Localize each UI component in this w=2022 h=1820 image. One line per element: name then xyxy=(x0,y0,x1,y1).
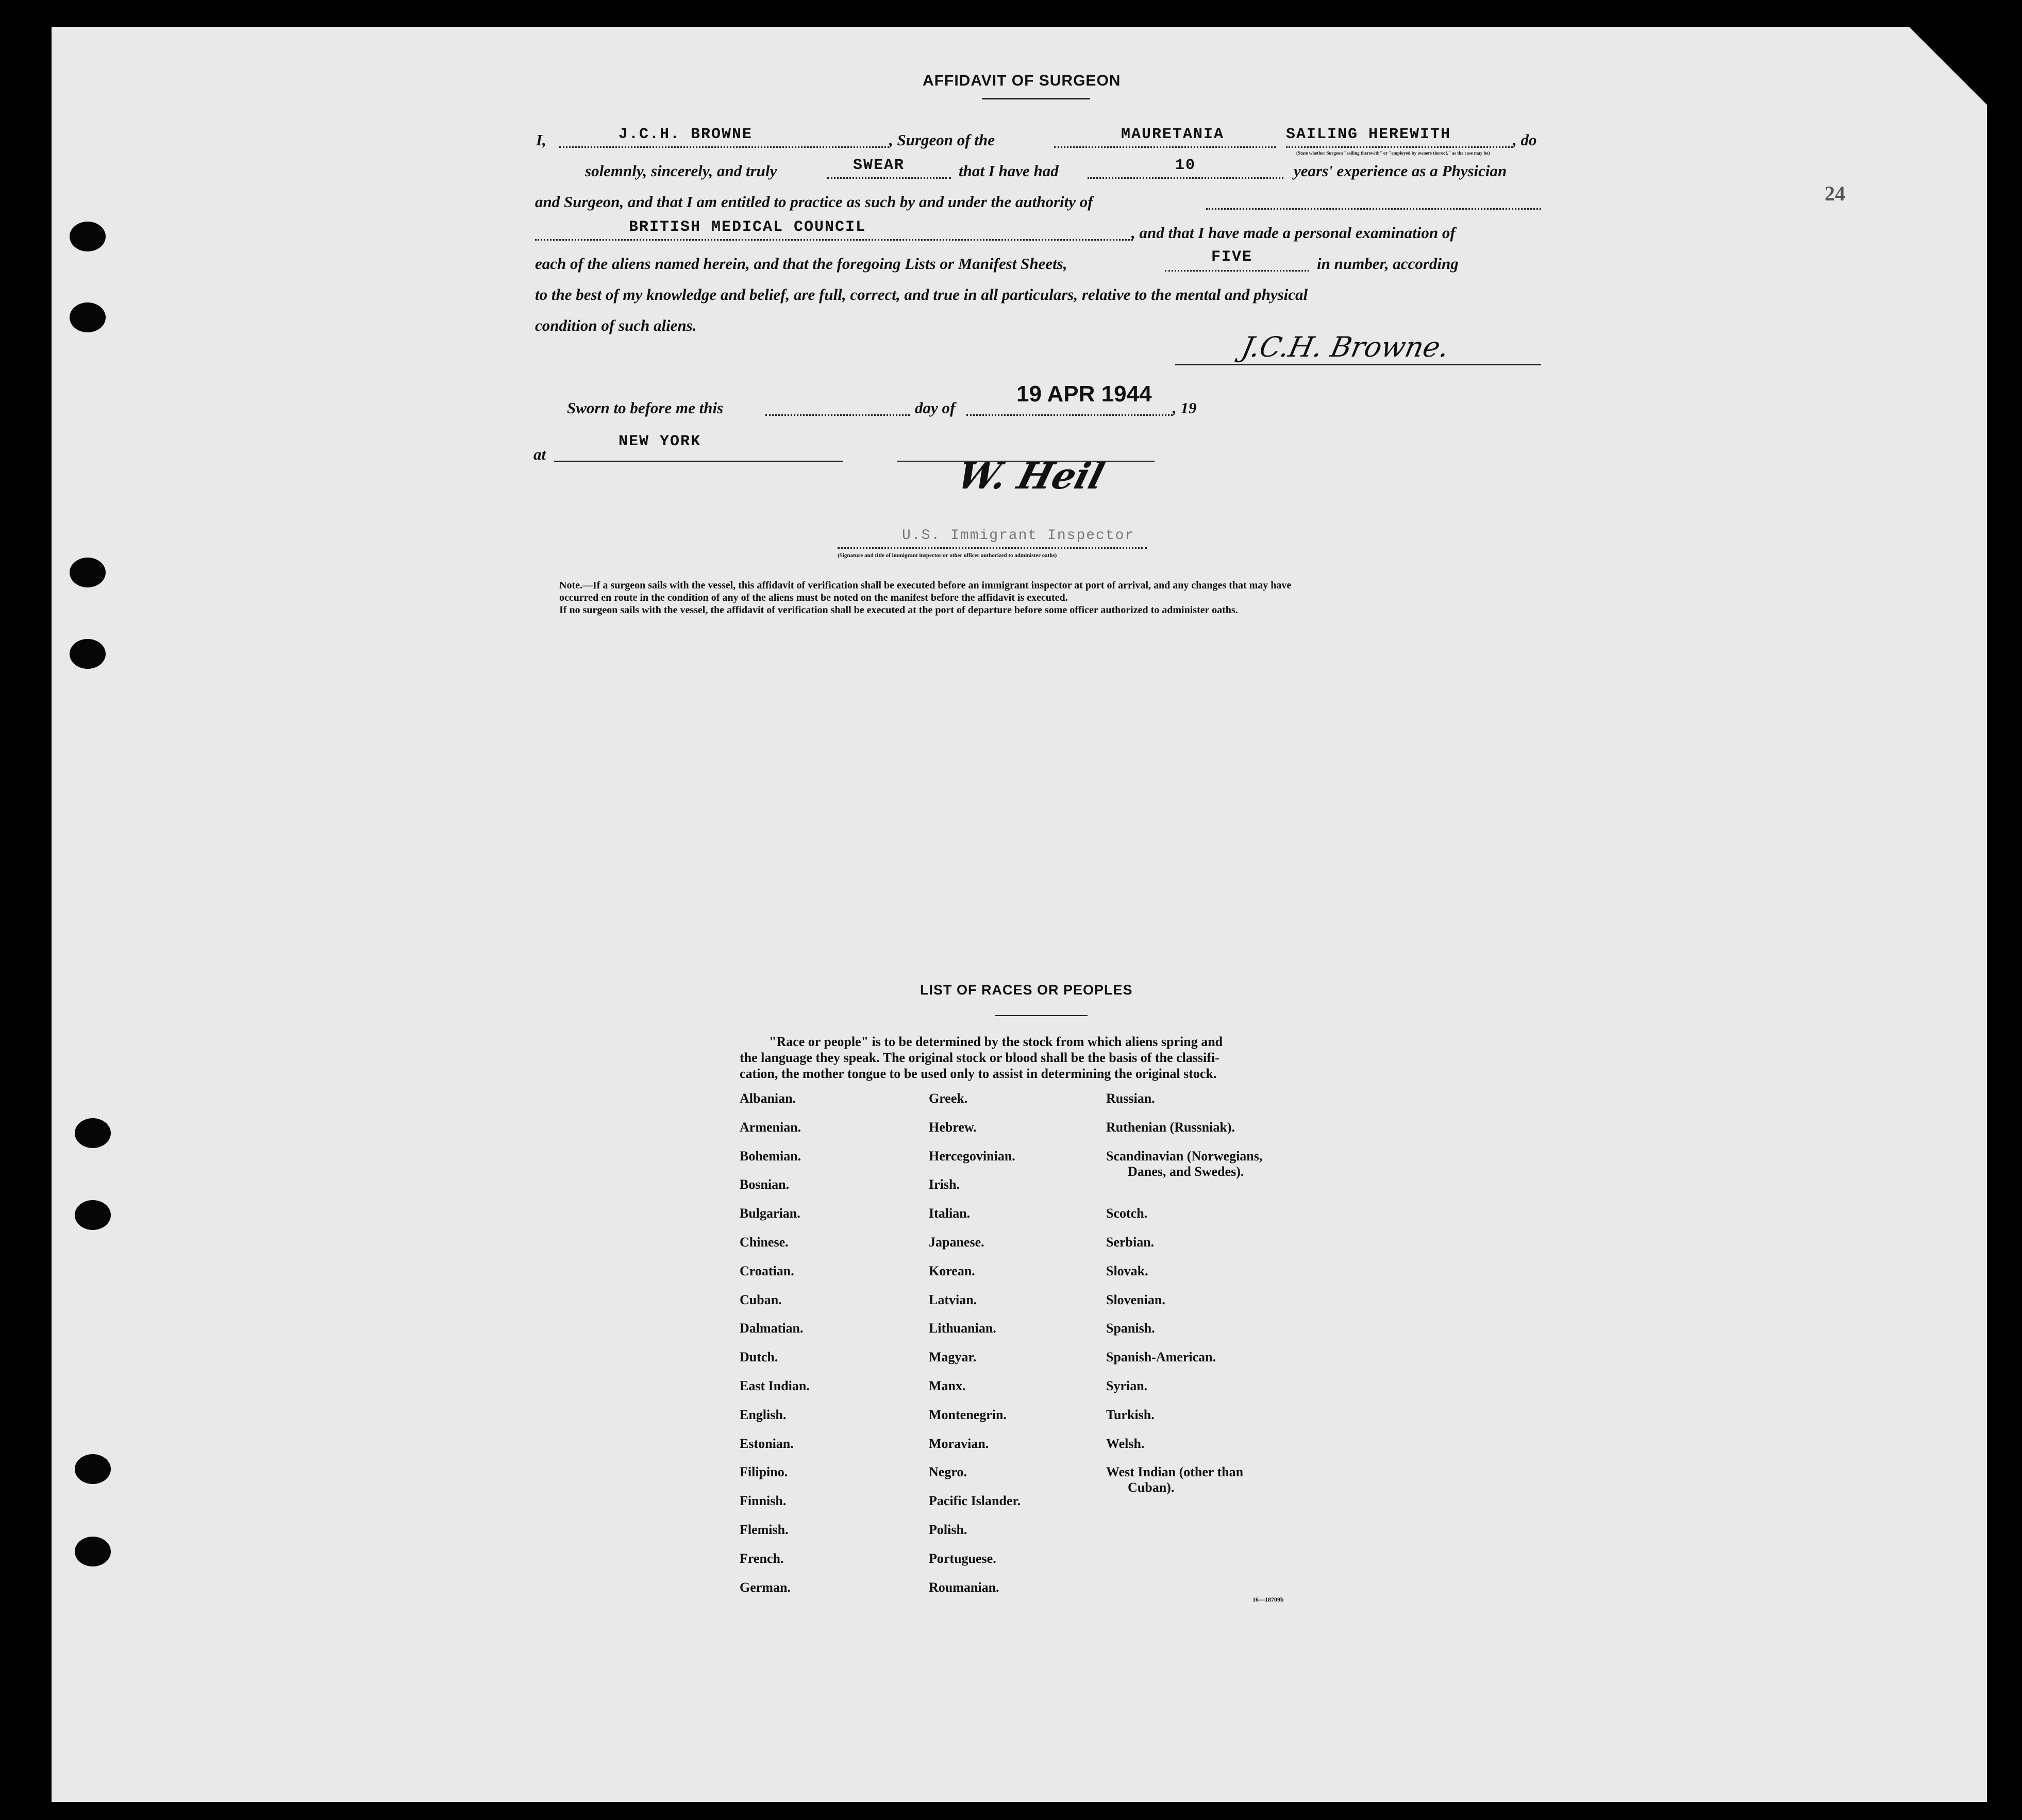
punch-hole xyxy=(70,222,106,251)
race-item: Cuban. xyxy=(740,1292,782,1307)
race-item: Scotch. xyxy=(1106,1206,1148,1221)
race-item: Syrian. xyxy=(1106,1378,1148,1393)
race-item: Portuguese. xyxy=(929,1551,996,1566)
race-item: Magyar. xyxy=(929,1350,977,1365)
race-item: Roumanian. xyxy=(929,1579,999,1595)
sworn-mid: day of xyxy=(915,399,956,417)
authority-line-a xyxy=(1206,208,1541,210)
status-line xyxy=(1286,146,1513,148)
race-item: Albanian. xyxy=(740,1091,796,1106)
at-place-value: NEW YORK xyxy=(619,433,701,450)
races-title-underline xyxy=(995,1015,1088,1016)
inspector-caption: (Signature and title of immigrant inspector or other officer authorized to administer oaths) xyxy=(838,552,1057,559)
inspector-signature-stroke xyxy=(897,461,1155,462)
race-item: Irish. xyxy=(929,1177,960,1192)
affidavit-line7: condition of such aliens. xyxy=(535,316,697,334)
race-item: Hercegovinian. xyxy=(929,1148,1015,1164)
race-item: Pacific Islander. xyxy=(929,1493,1021,1509)
race-item: Finnish. xyxy=(740,1493,787,1509)
race-item: Filipino. xyxy=(740,1464,788,1480)
race-item: Spanish-American. xyxy=(1106,1350,1216,1365)
affidavit-line6: to the best of my knowledge and belief, are full, correct, and true in all particulars, relative to the mental and physical xyxy=(535,285,1308,304)
race-item: Turkish. xyxy=(1106,1407,1155,1422)
race-item: Scandinavian (Norwegians, xyxy=(1106,1148,1263,1164)
surgeon-name-value: J.C.H. BROWNE xyxy=(619,126,753,143)
inspector-title-line xyxy=(838,547,1147,549)
authority-line-b xyxy=(535,239,1133,241)
affidavit-line2-mid: that I have had xyxy=(959,162,1059,180)
race-item: Japanese. xyxy=(929,1235,984,1250)
sheet-count-line xyxy=(1165,270,1309,272)
race-item: Italian. xyxy=(929,1206,971,1221)
affidavit-line5-start: each of the aliens named herein, and that the foregoing Lists or Manifest Sheets, xyxy=(535,255,1067,273)
vessel-line xyxy=(1054,146,1276,148)
note-line-2: occurred en route in the condition of any of the aliens must be noted on the manifest before the affidavit is executed. xyxy=(559,592,1068,603)
race-item: Negro. xyxy=(929,1464,967,1480)
race-item: Armenian. xyxy=(740,1119,801,1135)
surgeon-signature-line xyxy=(1175,364,1541,365)
race-item: Hebrew. xyxy=(929,1119,977,1135)
race-item: Moravian. xyxy=(929,1436,989,1451)
sworn-day-line xyxy=(765,414,910,416)
note-line-1: Note.—If a surgeon sails with the vessel, this affidavit of verification shall be executed before an immigrant inspector at port of arrival, and any changes that may have xyxy=(559,580,1292,591)
affidavit-line1-start: I, xyxy=(536,131,546,149)
races-intro-3: cation, the mother tongue to be used only to assist in determining the original stock. xyxy=(740,1066,1217,1081)
race-item: Slovenian. xyxy=(1106,1292,1165,1307)
race-item: Latvian. xyxy=(929,1292,977,1307)
race-item: Croatian. xyxy=(740,1263,794,1278)
affidavit-line2-end: years' experience as a Physician xyxy=(1294,162,1507,180)
race-item: Estonian. xyxy=(740,1436,794,1451)
sworn-start: Sworn to before me this xyxy=(567,399,724,417)
punch-hole xyxy=(75,1454,111,1484)
sworn-end: , 19 xyxy=(1173,399,1197,417)
race-item-continuation: Danes, and Swedes). xyxy=(1128,1164,1244,1179)
punch-hole xyxy=(70,558,106,587)
race-item: Russian. xyxy=(1106,1091,1155,1106)
sheet-count-value: FIVE xyxy=(1211,248,1253,266)
punch-hole xyxy=(75,1118,111,1148)
punch-hole xyxy=(70,639,106,669)
affidavit-line1-end: , do xyxy=(1513,131,1537,149)
authority-value: BRITISH MEDICAL COUNCIL xyxy=(629,218,866,236)
sworn-date-line xyxy=(966,414,1173,416)
race-item: Spanish. xyxy=(1106,1321,1155,1336)
race-item: West Indian (other than xyxy=(1106,1464,1244,1480)
affidavit-line5-end: in number, according xyxy=(1317,255,1459,273)
race-item: Slovak. xyxy=(1106,1263,1148,1278)
race-item: Lithuanian. xyxy=(929,1321,996,1336)
race-item: Ruthenian (Russniak). xyxy=(1106,1119,1235,1135)
at-label: at xyxy=(533,445,546,463)
race-item: German. xyxy=(740,1579,791,1595)
race-item: Serbian. xyxy=(1106,1235,1155,1250)
form-number: 16—18709b xyxy=(1252,1596,1284,1603)
vessel-value: MAURETANIA xyxy=(1121,126,1225,143)
race-item: Korean. xyxy=(929,1263,975,1278)
status-note: (State whether Surgeon "sailing therewith" or "employed by owners thereof," as the case may be) xyxy=(1296,150,1490,156)
surgeon-name-line xyxy=(559,146,889,148)
race-item: Bulgarian. xyxy=(740,1206,800,1221)
sworn-date-stamp: 19 APR 1944 xyxy=(1016,381,1152,407)
surgeon-signature: J.C.H. Browne. xyxy=(1239,331,1452,363)
punch-hole xyxy=(70,302,106,332)
affidavit-line3: and Surgeon, and that I am entitled to practice as such by and under the authority of xyxy=(535,193,1093,211)
race-item: Polish. xyxy=(929,1522,967,1537)
race-item: Dutch. xyxy=(740,1350,778,1365)
race-item: Chinese. xyxy=(740,1235,789,1250)
race-item: Bohemian. xyxy=(740,1148,801,1164)
affidavit-title: AFFIDAVIT OF SURGEON xyxy=(923,72,1121,89)
race-item: Montenegrin. xyxy=(929,1407,1007,1422)
years-line xyxy=(1088,177,1283,179)
race-item: Greek. xyxy=(929,1091,968,1106)
affidavit-line2-start: solemnly, sincerely, and truly xyxy=(585,162,777,180)
inspector-title: U.S. Immigrant Inspector xyxy=(902,528,1135,544)
oath-line xyxy=(827,177,951,179)
punch-hole xyxy=(75,1200,111,1230)
oath-value: SWEAR xyxy=(853,157,905,174)
inspector-signature: W. Heil xyxy=(952,454,1109,497)
page-number: 24 xyxy=(1825,182,1845,205)
race-item: Dalmatian. xyxy=(740,1321,804,1336)
document-sheet xyxy=(52,27,1987,1802)
races-intro-1: "Race or people" is to be determined by the stock from which aliens spring and xyxy=(769,1034,1223,1049)
race-item: East Indian. xyxy=(740,1378,810,1393)
race-item: Manx. xyxy=(929,1378,966,1393)
races-intro-2: the language they speak. The original stock or blood shall be the basis of the classifi- xyxy=(740,1050,1219,1065)
race-item: Bosnian. xyxy=(740,1177,790,1192)
race-item-continuation: Cuban). xyxy=(1128,1480,1175,1495)
affidavit-line4-end: , and that I have made a personal examination of xyxy=(1131,224,1456,242)
race-item: Welsh. xyxy=(1106,1436,1145,1451)
title-underline xyxy=(982,98,1090,99)
note-line-3: If no surgeon sails with the vessel, the affidavit of verification shall be executed at the port of departure before some officer authorized to administer oaths. xyxy=(559,604,1238,616)
race-item: English. xyxy=(740,1407,787,1422)
race-item: Flemish. xyxy=(740,1522,789,1537)
races-title: LIST OF RACES OR PEOPLES xyxy=(920,982,1133,998)
years-value: 10 xyxy=(1175,157,1196,174)
status-value: SAILING HEREWITH xyxy=(1286,126,1451,143)
race-item: French. xyxy=(740,1551,784,1566)
at-line xyxy=(554,461,843,462)
punch-hole xyxy=(75,1537,111,1566)
affidavit-line1-mid: , Surgeon of the xyxy=(889,131,995,149)
